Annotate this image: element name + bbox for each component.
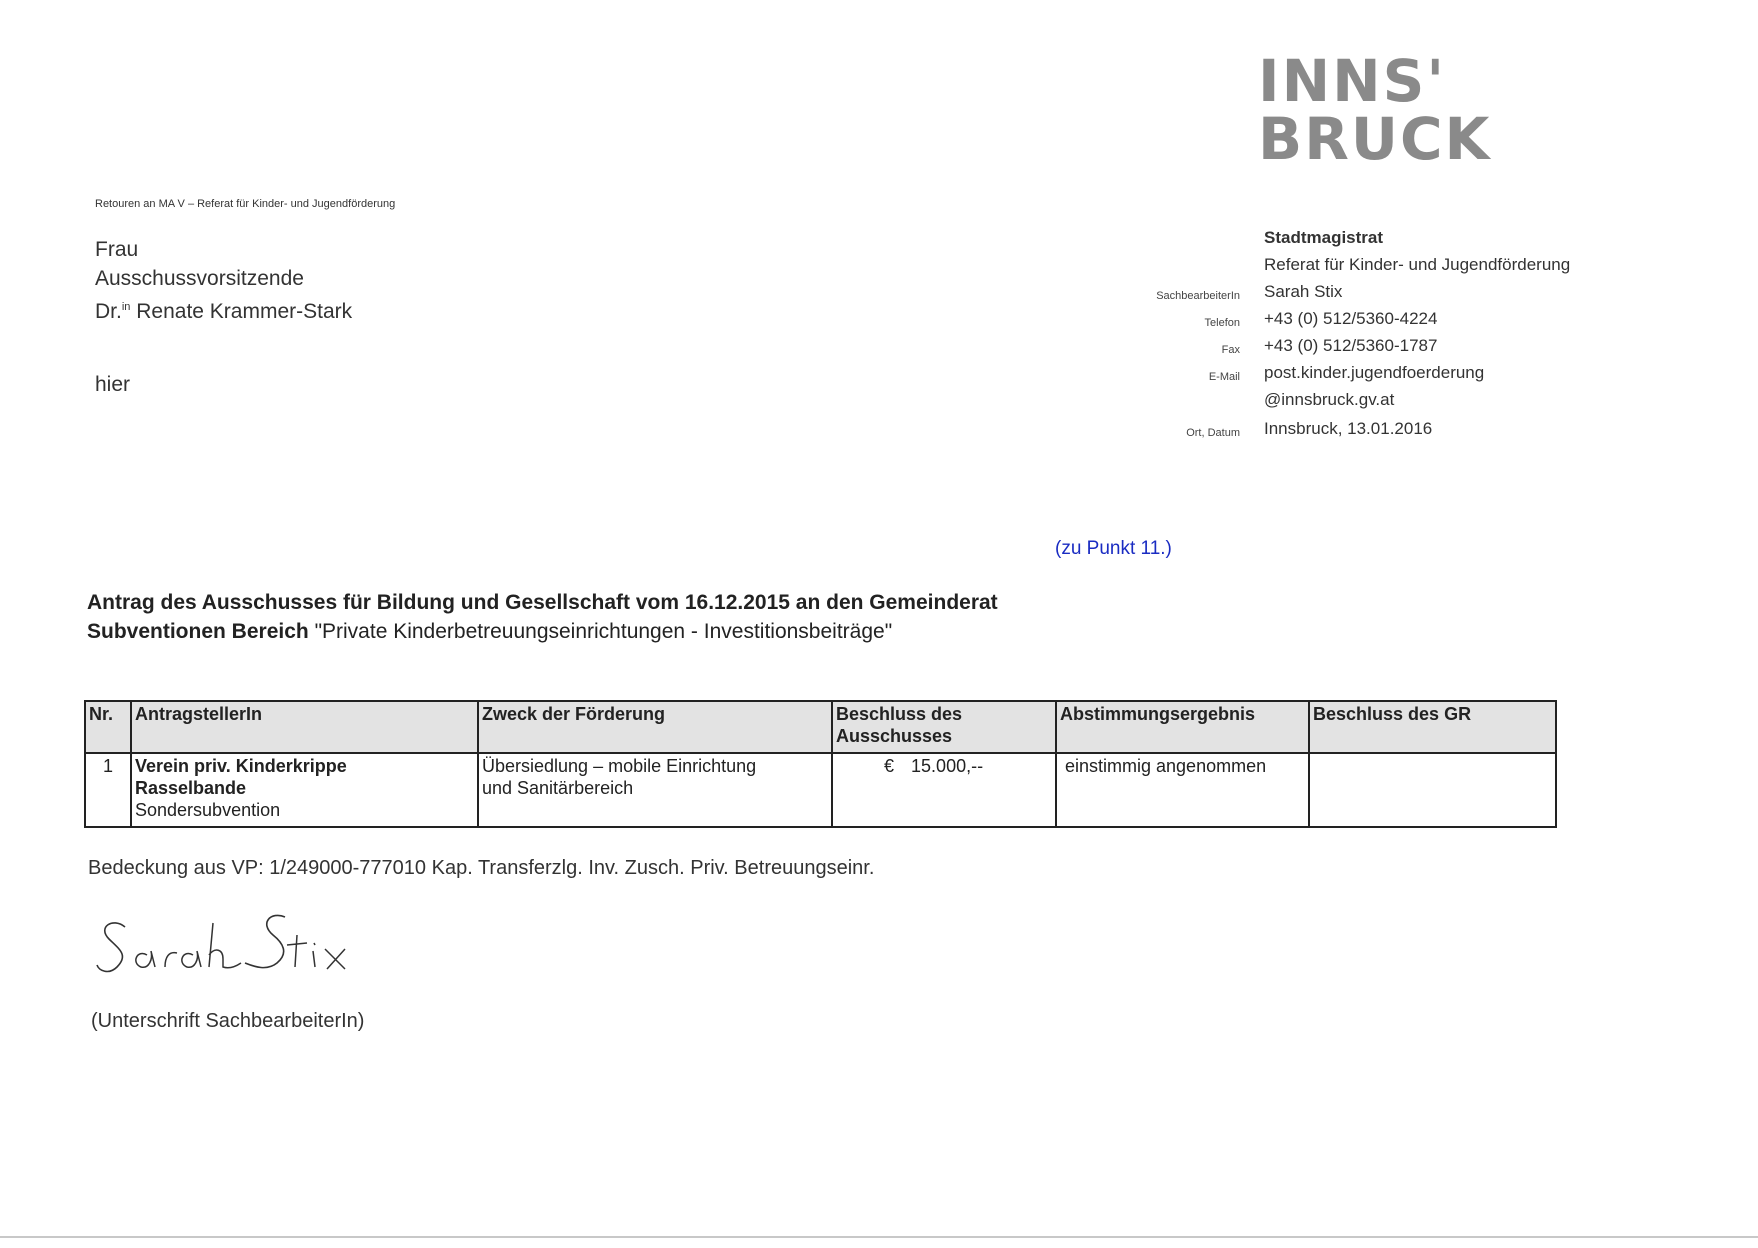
phone-value: +43 (0) 512/5360-4224: [1264, 309, 1438, 328]
cell-amount: [832, 753, 1056, 827]
header-purpose: Zweck der Förderung: [478, 701, 832, 753]
phone-label: Telefon: [1204, 317, 1240, 329]
fax-label: Fax: [1221, 344, 1240, 356]
logo-line-2: BRUCK: [1258, 105, 1492, 173]
purpose-line-2: und Sanitärbereich: [482, 778, 634, 798]
email-value-line2: @innsbruck.gv.at: [1264, 390, 1395, 409]
fax-value: +43 (0) 512/5360-1787: [1264, 336, 1438, 355]
return-address-line: Retouren an MA V – Referat für Kinder- und Jugendförderung: [95, 198, 396, 210]
signature-caption: (Unterschrift SachbearbeiterIn): [91, 1010, 365, 1032]
agenda-note: (zu Punkt 11.): [1055, 538, 1172, 559]
table-header-row: [85, 701, 1556, 753]
recipient-role: Ausschussvorsitzende: [95, 267, 304, 290]
cell-vote: einstimmig angenommen: [1056, 753, 1309, 827]
cell-nr: 1: [85, 753, 131, 827]
header-committee-decision: Beschluss des Ausschusses: [832, 701, 1056, 753]
cell-gr-decision: [1309, 753, 1556, 827]
subsidy-table: [84, 700, 1557, 828]
cell-purpose: [478, 753, 832, 827]
recipient-salutation: Frau: [95, 238, 139, 261]
recipient-hier: hier: [95, 373, 131, 396]
clerk-label: SachbearbeiterIn: [1156, 290, 1240, 302]
title-line-1: Antrag des Ausschusses für Bildung und Gesellschaft vom 16.12.2015 an den Gemeinderat: [87, 591, 998, 614]
handwritten-signature: [95, 905, 375, 995]
document-title: [87, 588, 998, 646]
innsbruck-logo: [1258, 47, 1518, 173]
page-bottom-divider: [0, 1236, 1758, 1238]
amount-currency: €: [884, 756, 895, 776]
budget-coverage: Bedeckung aus VP: 1/249000-777010 Kap. Transferzlg. Inv. Zusch. Priv. Betreuungseinr.: [88, 857, 875, 879]
title-line-2-bold: Subventionen Bereich: [87, 620, 309, 643]
date-value: Innsbruck, 13.01.2016: [1264, 419, 1433, 438]
header-applicant: AntragstellerIn: [131, 701, 478, 753]
date-label: Ort, Datum: [1186, 427, 1240, 439]
applicant-line-1: Verein priv. Kinderkrippe: [135, 756, 347, 776]
table-row: [85, 753, 1556, 827]
applicant-line-2: Rasselbande: [135, 778, 247, 798]
recipient-block: [95, 235, 352, 326]
recipient-title-sup: in: [121, 301, 131, 313]
sender-department: Referat für Kinder- und Jugendförderung: [1264, 255, 1571, 274]
email-label: E-Mail: [1208, 371, 1240, 383]
logo-line-1: INNS': [1258, 47, 1447, 115]
clerk-name: Sarah Stix: [1264, 282, 1343, 301]
amount-value: 15.000,--: [911, 756, 984, 776]
purpose-line-1: Übersiedlung – mobile Einrichtung: [482, 756, 757, 776]
recipient-fullname: Renate Krammer-Stark: [136, 300, 353, 323]
cell-applicant: [131, 753, 478, 827]
email-value-line1: post.kinder.jugendfoerderung: [1264, 363, 1485, 382]
title-line-2-rest: "Private Kinderbetreuungseinrichtungen - Investitionsbeiträge": [314, 620, 893, 643]
header-vote: Abstimmungsergebnis: [1056, 701, 1309, 753]
recipient-name: [95, 293, 352, 326]
header-gr-decision: Beschluss des GR: [1309, 701, 1556, 753]
recipient-title: Dr.: [95, 300, 122, 323]
header-nr: Nr.: [85, 701, 131, 753]
applicant-line-3: Sondersubvention: [135, 800, 281, 820]
sender-office: Stadtmagistrat: [1264, 228, 1384, 247]
